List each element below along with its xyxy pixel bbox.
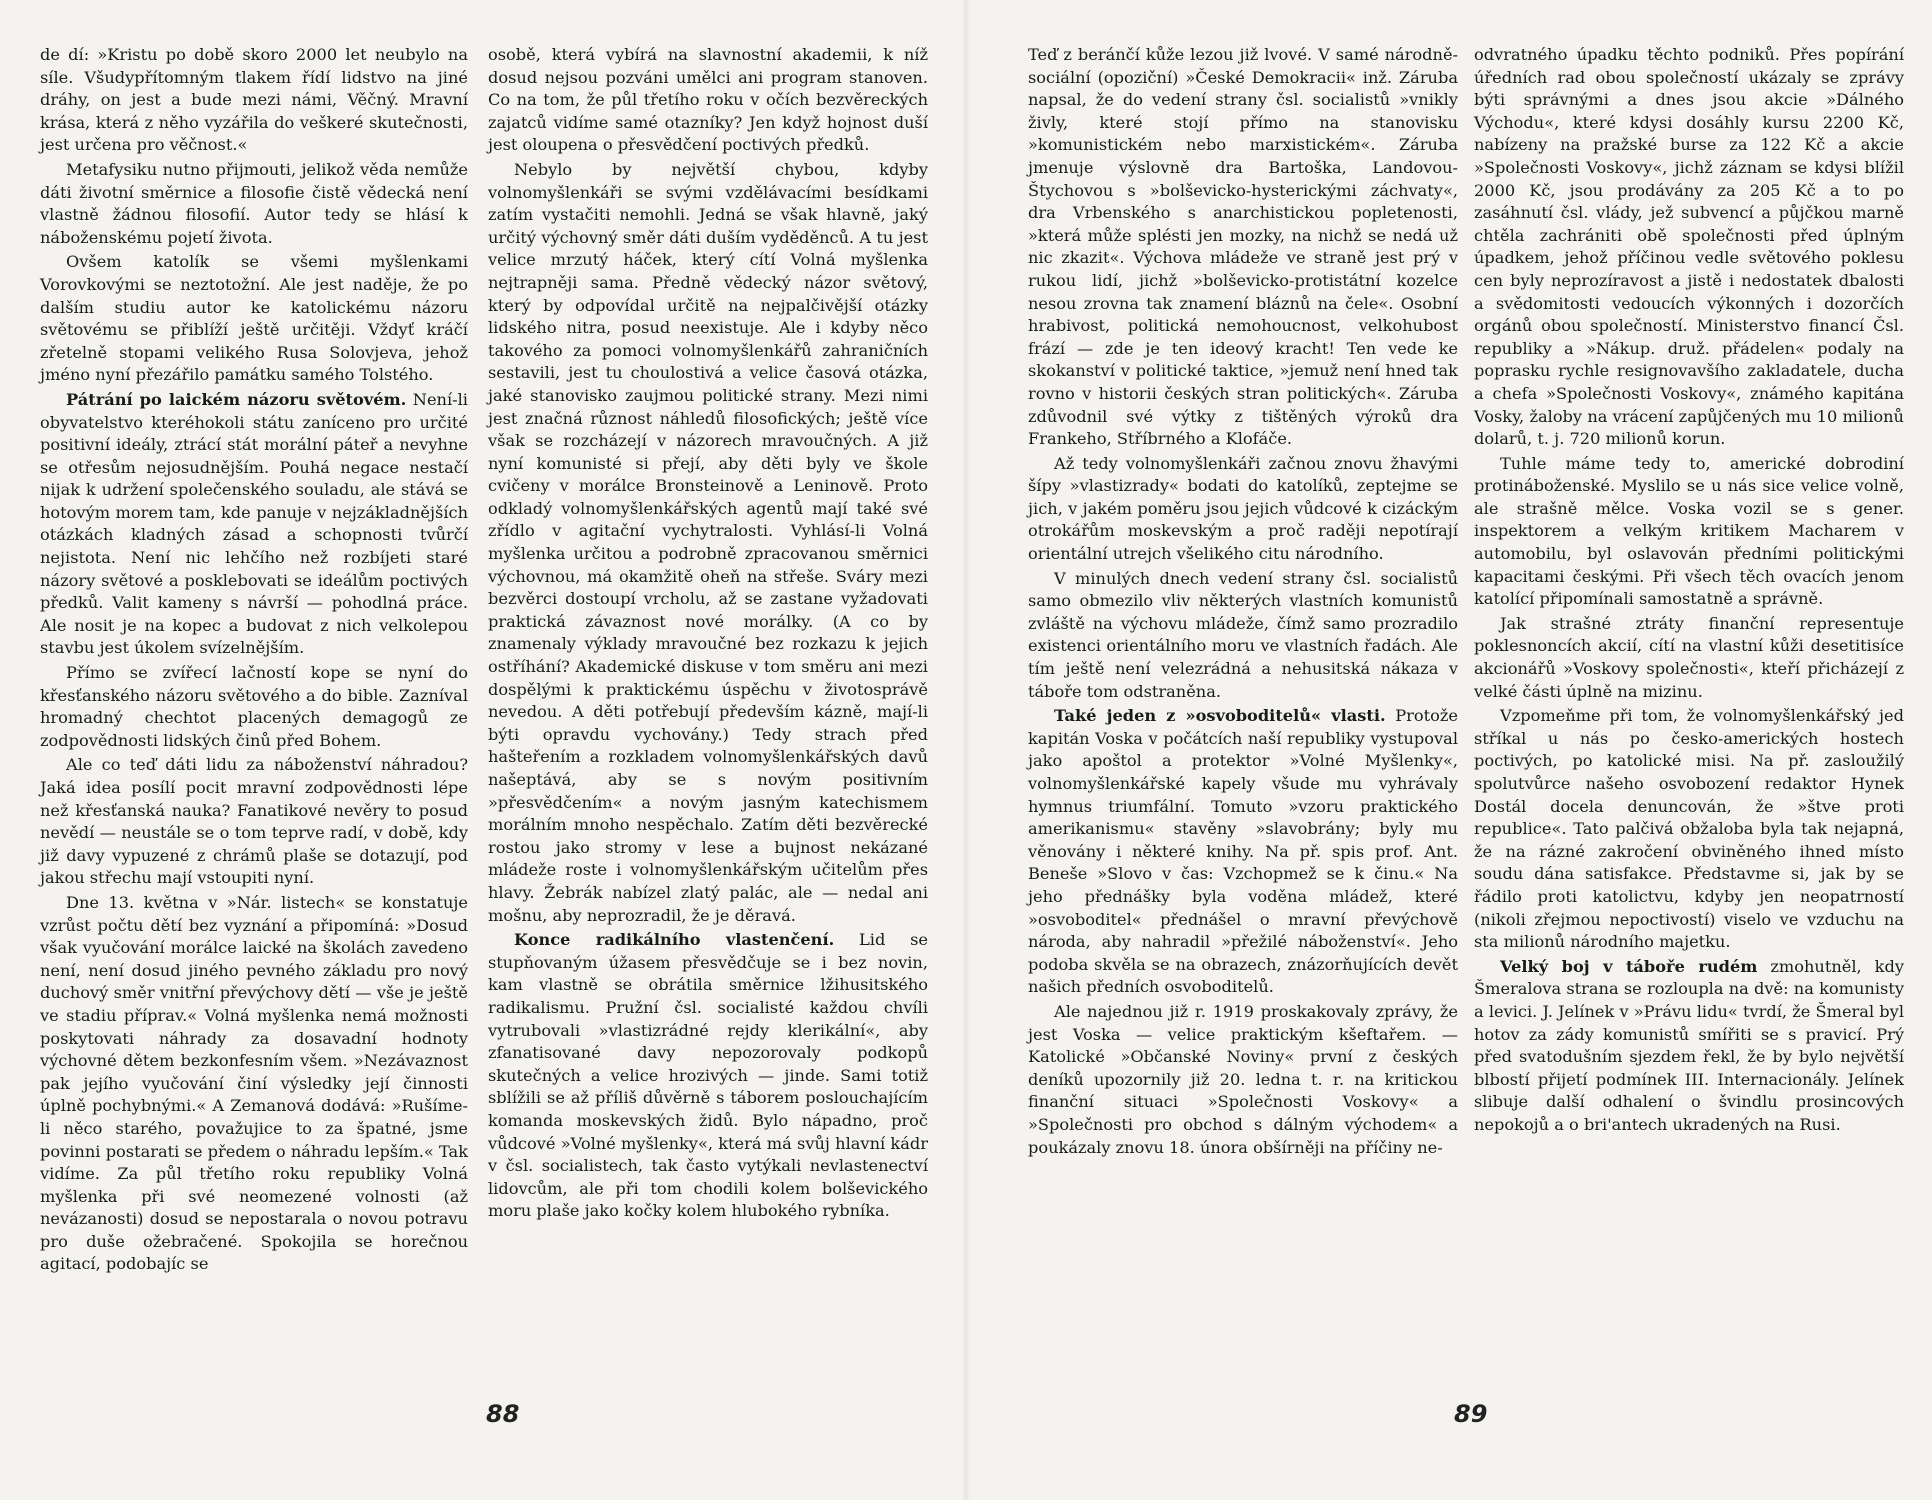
paragraph-text: Dne 13. května v »Nár. listech« se konstatuje vzrůst počtu dětí bez vyznání a připomíná: »Dosud však vyučování morálce laické na školách zavedeno není, není dosud jiného pevného základu pro nový duchový směr vnitřní převýchovy dětí — vše je ještě ve stadiu příprav.« Volná myšlenka nemá možnosti poskytovati náhrady za dosavadní hodnoty výchovné dětem bezkonfesním všem. »Nezávaznost pak jejího vyučování činí výsledky její činnosti úplně pochybnými.« A Zemanová dodává: »Rušíme-li něco starého, považujice to za špatné, jsme povinni postarati se předem o náhradu lepším.« Tak vidíme. Za půl třetího roku republiky Volná myšlenka při své neomezené volnosti (až nevázanosti) dosud se nepostarala o novou potravu pro duše ožebračené. Spokojila se horečnou agitací, podobajíc se [40,892,468,1274]
paragraph [40,389,468,660]
paragraph-text: Ale najednou již r. 1919 proskakovaly zprávy, že jest Voska — velice praktickým kšeftařem. — Katolické »Občanské Noviny« první z českých deníků upozornily již 20. ledna t. r. na kritickou finanční situaci »Společnosti Voskovy« a »Společnosti pro obchod s dálným východem« a poukázaly znovu 18. února obšírněji na příčiny ne- [1028,1001,1458,1157]
paragraph-text: Přímo se zvířecí lačností kope se nyní do křesťanského názoru světového a do bible. Zazníval hromadný chechtot placených demagogů ze zodpovědnosti lidských činů před Bohem. [40,663,468,750]
paragraph [488,929,928,1223]
paragraph-text: osobě, která vybírá na slavnostní akademii, k níž dosud nejsou pozváni umělci ani program stanoven. Co na tom, že půl třetího roku v očích bezvěreckých zajatců vidíme samé otazníky? Jen když hojnost duší jest oloupena o přesvědčení poctivých předků. [488,45,928,155]
paragraph-text: Tuhle máme tedy to, americké dobrodiní protináboženské. Myslilo se u nás sice velice volně, ale strašně mělce. Voska vozil se s gener. inspektorem a velkým kritikem Macharem v automobilu, byl oslavován předními politickými kapacitami českými. Při všech těch ovacích jenom katolící připomínali samostatně a správně. [1474,453,1904,609]
paragraph-text: Až tedy volnomyšlenkáři začnou znovu žhavými šípy »vlastizrady« bodati do katolíků, zeptejme se jich, v jakém poměru jsou jejich vůdcové k cizáckým otrokářům moskevským a proč raději nepotírají orientální utrejch všelikého citu národního. [1028,453,1458,564]
left-page-column-2 [488,44,928,1223]
paragraph [40,662,468,752]
paragraph-text: odvratného úpadku těchto podniků. Přes popírání úředních rad obou společností ukázaly se zprávy býti správnými a dnes jsou akcie »Dálného Východu«, které kdysi dosáhly kursu 2200 Kč, nabízeny na pražské burse za 122 Kč a akcie »Společnosti Voskovy«, jichž záznam se kdysi blížil 2000 Kč, jsou prodávány za 205 Kč a to po zasáhnutí čsl. vlády, jež subvencí a půjčkou marně chtěla zachrániti obě společnosti před úplným úpadkem, jehož příčinou vedle světového poklesu cen byly neprozíravost a jistě i nedostatek dbalosti a svědomitosti vedoucích výkonných i dozorčích orgánů obou společností. Ministerstvo financí Čsl. republiky a »Nákup. druž. přádelen« podaly na poprasku rychle resignovavšího zakladatele, ducha a chefa »Společnosti Voskovy«, známého kapitána Vosky, žaloby na vrácení zapůjčených mu 10 milionů dolarů, t. j. 720 milionů korun. [1474,45,1904,449]
paragraph [40,251,468,387]
page-number: 89 [1454,1400,1488,1428]
paragraph-text: Teď z beránčí kůže lezou již lvové. V samé národně-sociální (opoziční) »České Demokracii« inž. Záruba napsal, že do vedení strany čsl. socialistů »vnikly živly, které stojí přímo na stanovisku »komunistickém nebo marxistickém«. Záruba jmenuje výslovně dra Bartoška, Landovou-Štychovou s »bolševicko-hysterickými záchvaty«, dra Vrbenského s anarchistickou popletenosti, »která může splésti jen mozky, na nichž se nedá už nic zkazit«. Výchova mládeže ve straně jest prý v rukou lidí, jichž »bolševicko-protistátní kozelce nesou zrovna tak znamení bláznů na čele«. Osobní hrabivost, politická nemohoucnost, velkohubost frází — zde je ten ideový kracht! Ten vede ke skokanství v politické taktice, »jemuž není hned tak rovno v historii českých stran politických«. Záruba zdůvodnil své výtky z tištěných výroků dra Frankeho, Stříbrného a Klofáče. [1028,45,1458,449]
paragraph [1474,956,1904,1137]
paragraph-text: Ovšem katolík se všemi myšlenkami Vorovkovými se neztotožní. Ale jest naděje, že po dalším studiu autor ke katolickému názoru světovému se přiblíží ještě určitěji. Vždyť kráčí zřetelně stopami velikého Rusa Solovjeva, jehož jméno nyní přezářilo památku samého Tolstého. [40,252,468,385]
section-heading: Také jeden z »osvoboditelů« vlasti. [1054,706,1386,726]
paragraph [1028,568,1458,704]
paragraph [1028,453,1458,566]
paragraph-text: de dí: »Kristu po době skoro 2000 let neubylo na síle. Všudypřítomným tlakem řídí lidstvo na jiné dráhy, on jest a bude mezi námi, Věčný. Mravní krása, která z něho vyzářila do veškeré skutečnosti, jest určena pro věčnost.« [40,45,468,155]
paragraph-text: Protože kapitán Voska v počátcích naší republiky vystupoval jako apoštol a protektor »Volné Myšlenky«, volnomyšlenkářské kapely všude mu vyhrávaly hymnus triumfální. Tomuto »vzoru praktického amerikanismu« stavěny »slavobrány; byly mu věnovány i některé knihy. Na př. spis prof. Ant. Beneše »Slovo v čas: Vzchopmež se k činu.« Na jeho přednášky byla voděna mládež, které »osvoboditel« přednášel o mravní převýchově národa, aby nahradil »přežilé náboženství«. Jeho podoba skvěla se na obrazech, znázorňujících devět našich předních osvoboditelů. [1028,706,1458,997]
paragraph [40,892,468,1276]
right-page-column-1 [1028,44,1458,1159]
right-page-column-2 [1474,44,1904,1137]
paragraph [1474,613,1904,703]
paragraph [1474,705,1904,954]
paragraph [1028,1001,1458,1159]
paragraph-text: Metafysiku nutno přijmouti, jelikož věda nemůže dáti životní směrnice a filosofie čistě vědecká není vlastně žádnou filosofií. Autor tedy se hlásí k náboženskému pojetí života. [40,159,468,247]
section-heading: Pátrání po laickém názoru světovém. [66,389,407,409]
paragraph [488,159,928,927]
paragraph-text: Vzpomeňme při tom, že volnomyšlenkářský jed stříkal u nás po česko-amerických hostech poctivých, po katolické misi. Na př. zasloužilý spolutvůrce našeho osvobození redaktor Hynek Dostál docela denuncován, že »štve proti republice«. Tato palčivá obžaloba byla tak nejapná, že na rázné zakročení obviněného ihned místo soudu dána satisfakce. Představme si, jak by se řádilo proti katolictvu, kdyby jen neopatrností (nikoli zřejmou nepoctivostí) viselo ve vzduchu na sta milionů národního majetku. [1474,706,1904,952]
paragraph-text: Jak strašné ztráty finanční representuje poklesnoncích akcií, cítí na vlastní kůži desetitisíce akcionářů »Voskovy společnosti«, kteří přicházejí z velké části úplně na mizinu. [1474,613,1904,701]
section-heading: Velký boj v táboře rudém [1500,956,1758,976]
paragraph-text: Nebylo by největší chybou, kdyby volnomyšlenkáři se svými vzdělávacími besídkami zatím vystačiti nemohli. Jedná se však hlavně, jaký určitý výchovný směr dáti duším vyděděnců. A tu jest velice mrzutý háček, který cítí Volná myšlenka nejtrapněji sama. Předně vědecký názor světový, který by odpovídal určitě na nejpalčivější otázky lidského nitra, posud neexistuje. Ale i kdyby něco takového za pomoci volnomyšlenkářů zahraničních sestavili, jest tu choulostivá a velice časová otázka, jaké stanovisko zaujmou politické strany. Mezi nimi jest značná různost náhledů filosofických; ještě více však se rozcházejí v názorech mravoučných. A již nyní komunisté si přejí, aby děti byly ve škole cvičeny v morálce Bronsteinově a Leninově. Proto odkladý volnomyšlenkářských agentů mají také své zřídlo v agitační vychytralosti. Vyhlásí-li Volná myšlenka určitou a podrobně zpracovanou směrnici výchovnou, má okamžitě oheň na střeše. Sváry mezi bezvěrci dostoupí vrcholu, až se zastane vyžadovati praktická závaznost nové morálky. (A co by znamenaly výklady mravoučné bez rozkazu k jejich ostříhání? Akademické diskuse v tom směru ani mezi dospělými k praktickému úspěchu v životosprávě nevedou. A děti potřebují především kázně, mají-li býti opravdu vychovány.) Tedy strach před hašteřením a rozkladem volnomyšlenkářských davů našeptává, aby se s novým positivním »přesvědčením« a novým jasným katechismem morálním mnoho nespěchalo. Zatím děti bezvěrecké rostou jako stromy v lese a bujnost nekázané mládeže roste i volnomyšlenkářským učitelům přes hlavy. Žebrák nabízel zlatý palác, ale — nedal ani mošnu, aby neprozradil, že je děravá. [488,159,928,925]
paragraph [40,44,468,157]
paragraph [40,754,468,890]
paragraph-text: Lid se stupňovaným úžasem přesvědčuje se i bez novin, kam vlastně se obrátila směrnice lžihusitského radikalismu. Pružní čsl. socialisté každou chvíli vytrubovali »vlastizrádné rejdy klerikální«, aby zfanatisované davy nepozorovaly podkopů skutečných a velice hrozivých — jinde. Sami totiž sblížili se až příliš důvěrně s táborem poslouchajícím komanda moskevských židů. Bylo nápadno, proč vůdcové »Volné myšlenky«, která má svůj hlavní kádr v čsl. socialistech, tak často vytýkali nevlastenectví lidovcům, ale při tom chodili kolem bolševického moru plaše jako kočky kolem hlubokého rybníka. [488,930,928,1221]
paragraph [488,44,928,157]
paragraph-text: Není-li obyvatelstvo kteréhokoli státu zaníceno pro určité positivní ideály, ztrácí stát morální páteř a nevyhne se otřesům nejosudnějším. Pouhá negace nestačí nijak k udržení společenského souladu, ale stává se hotovým morem tam, kde panuje v nejzákladnějších otázkách kladných zásad a schopnosti tvůrčí nejistota. Není nic lehčího než rozbíjeti staré názory světové a posklebovati se ideálům poctivých předků. Valit kameny s návrší — pohodlná práce. Ale nosit je na kopec a budovat z nich velkolepou stavbu jest úkolem svízelnějším. [40,389,468,658]
paragraph [1474,453,1904,611]
page-number: 88 [486,1400,520,1428]
paragraph [1028,705,1458,999]
paragraph-text: Ale co teď dáti lidu za náboženství náhradou? Jaká idea posílí pocit mravní zodpovědnosti lépe než křesťanská nauka? Fanatikové nevěry to posud nevědí — neustále se o tom teprve radí, v době, kdy již davy vypuzené z chrámů plaše se dotazují, pod jakou střechu mají vstoupiti nyní. [40,755,468,888]
section-heading: Konce radikálního vlastenčení. [514,930,835,950]
left-page-column-1 [40,44,468,1276]
paragraph [1028,44,1458,451]
paragraph [40,159,468,249]
paragraph-text: zmohutněl, kdy Šmeralova strana se rozloupla na dvě: na komunisty a levici. J. Jelínek v »Právu lidu« tvrdí, že Šmeral byl hotov za zády komunistů smířiti se s pravicí. Prý před svatodušním sjezdem řekl, že by bylo největší blbostí přijetí podmínek III. Internacionály. Jelínek slibuje další odhalení o švindlu prosincových nepokojů a o bri'antech ukradených na Rusi. [1474,956,1904,1134]
right-page [966,0,1932,1500]
paragraph-text: V minulých dnech vedení strany čsl. socialistů samo obmezilo vliv některých vlastních komunistů zvláště na výchovu mládeže, čímž samo prozradilo existenci orientálního moru ve vlastních řadách. Ale tím ještě není velezrádná a nehusitská nákaza v táboře tom odstraněna. [1028,568,1458,701]
paragraph [1474,44,1904,451]
